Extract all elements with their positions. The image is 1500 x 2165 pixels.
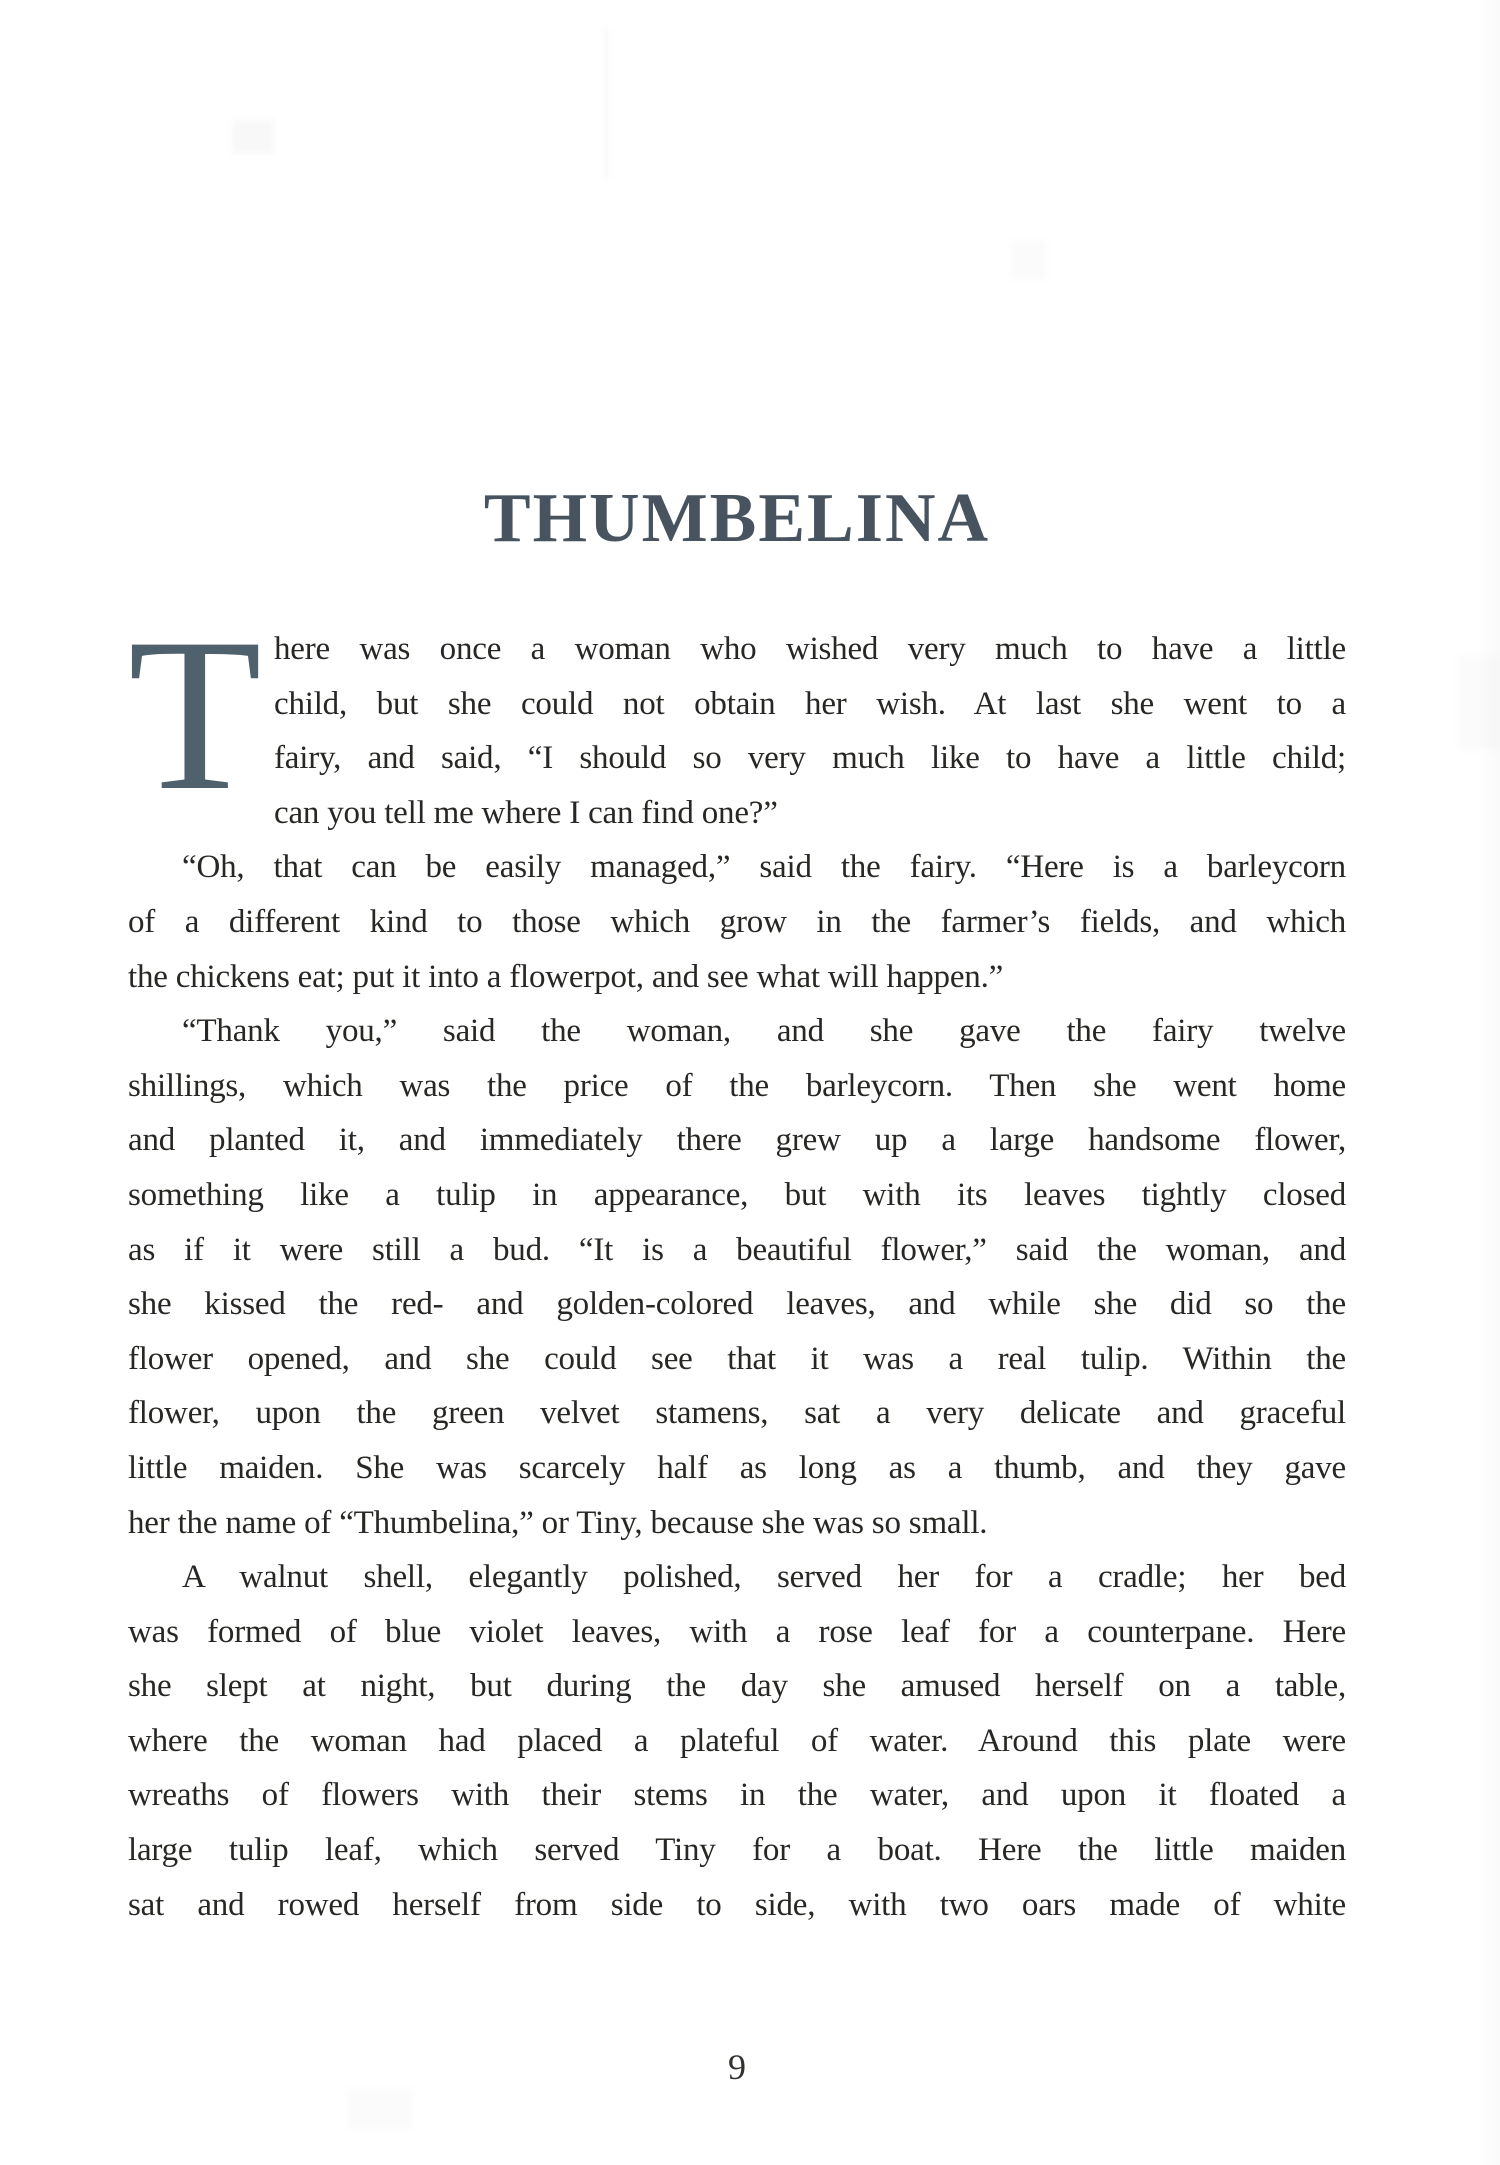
text-line: child, but she could not obtain her wish. At last she went to a: [274, 685, 1346, 722]
text-line: was formed of blue violet leaves, with a rose leaf for a counterpane. Here: [128, 1613, 1346, 1650]
paragraph: [128, 1004, 1346, 1550]
page-title: THUMBELINA: [483, 480, 991, 557]
text-line: A walnut shell, elegantly polished, served her for a cradle; her bed: [182, 1559, 1346, 1596]
scan-artifact: [1458, 655, 1500, 750]
text-line: fairy, and said, “I should so very much like to have a little child;: [274, 740, 1346, 777]
scan-artifact: [232, 120, 274, 154]
text-line: she kissed the red- and golden-colored leaves, and while she did so the: [128, 1286, 1346, 1323]
text-line: of a different kind to those which grow in the farmer’s fields, and which: [128, 903, 1346, 940]
text-line: shillings, which was the price of the barleycorn. Then she went home: [128, 1067, 1346, 1104]
body-text: [128, 594, 1346, 1932]
text-line: flower opened, and she could see that it was a real tulip. Within the: [128, 1340, 1346, 1377]
text-line: the chickens eat; put it into a flowerpot, and see what will happen.”: [128, 958, 1004, 995]
scan-artifact: [348, 2088, 412, 2130]
text-line: can you tell me where I can find one?”: [274, 794, 778, 831]
paragraph: [128, 840, 1346, 1004]
text-line: where the woman had placed a plateful of water. Around this plate were: [128, 1722, 1346, 1759]
page-number: 9: [728, 2047, 746, 2087]
text-line: here was once a woman who wished very much to have a little: [274, 631, 1346, 667]
text-line: something like a tulip in appearance, but with its leaves tightly closed: [128, 1176, 1346, 1213]
text-line: “Oh, that can be easily managed,” said the fairy. “Here is a barleycorn: [182, 849, 1346, 886]
text-line: wreaths of flowers with their stems in the water, and upon it floated a: [128, 1777, 1346, 1814]
text-line: sat and rowed herself from side to side, with two oars made of white: [128, 1886, 1346, 1923]
scan-artifact: [604, 28, 609, 178]
text-line: she slept at night, but during the day she amused herself on a table,: [128, 1668, 1346, 1705]
text-line: as if it were still a bud. “It is a beautiful flower,” said the woman, and: [128, 1231, 1346, 1268]
text-line: little maiden. She was scarcely half as long as a thumb, and they gave: [128, 1449, 1346, 1486]
paragraph: [128, 594, 1346, 840]
paragraph: [128, 1550, 1346, 1932]
text-line: flower, upon the green velvet stamens, sat a very delicate and graceful: [128, 1395, 1346, 1432]
text-line: large tulip leaf, which served Tiny for a boat. Here the little maiden: [128, 1832, 1346, 1869]
scan-artifact: [1012, 240, 1046, 280]
text-line: and planted it, and immediately there grew up a large handsome flower,: [128, 1122, 1346, 1159]
text-line: “Thank you,” said the woman, and she gave the fairy twelve: [182, 1013, 1346, 1050]
text-line: her the name of “Thumbelina,” or Tiny, because she was so small.: [128, 1504, 988, 1541]
drop-cap: T: [128, 594, 262, 836]
